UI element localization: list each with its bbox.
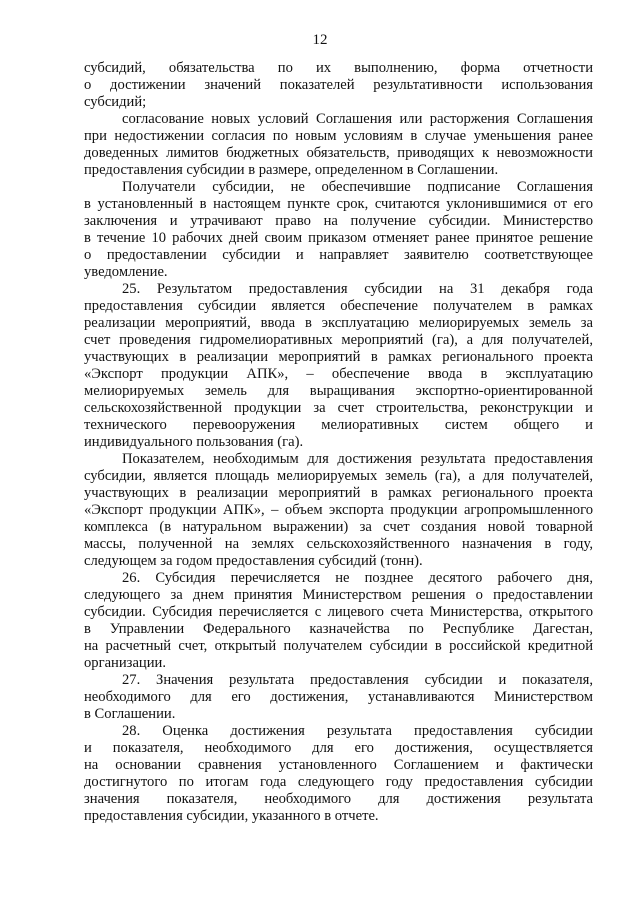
text-line: в Соглашении. xyxy=(84,706,176,722)
text-line: заключения и утрачивают право на получение субсидии. Министерство xyxy=(84,213,593,229)
text-line: согласование новых условий Соглашения или расторжения Соглашения xyxy=(122,111,593,127)
text-line: 27. Значения результата предоставления субсидии и показателя, xyxy=(122,672,593,688)
text-line: значения показателя, необходимого для достижения результата xyxy=(84,791,593,807)
text-line: мелиорируемых земель для выращивания экспортно-ориентированной xyxy=(84,383,593,399)
text-line: 26. Субсидия перечисляется не позднее десятого рабочего дня, xyxy=(122,570,593,586)
text-line: в течение 10 рабочих дней своим приказом отменяет ранее принятое решение xyxy=(84,230,593,246)
text-line: технического перевооружения мелиоративных систем общего и xyxy=(84,417,593,433)
text-line: Показателем, необходимым для достижения результата предоставления xyxy=(122,451,593,467)
text-line: о предоставлении субсидии и направляет заявителю соответствующее xyxy=(84,247,593,263)
text-line: предоставления субсидии является обеспечение получателем в рамках xyxy=(84,298,593,314)
text-line: на основании сравнения установленного Соглашением и фактически xyxy=(84,757,593,773)
text-line: счет проведения гидромелиоративных мероприятий (га), а для получателей, xyxy=(84,332,593,348)
text-line: в установленный в настоящем пункте срок, считаются уклонившимися от его xyxy=(84,196,593,212)
text-line: следующем за годом предоставления субсидий (тонн). xyxy=(84,553,423,569)
text-line: организации. xyxy=(84,655,166,671)
text-line: сельскохозяйственной продукции за счет строительства, реконструкции и xyxy=(84,400,593,416)
text-line: реализации мероприятий, ввода в эксплуатацию мелиорируемых земель за xyxy=(84,315,593,331)
text-line: субсидий, обязательства по их выполнению, форма отчетности xyxy=(84,60,593,76)
text-line: предоставления субсидии в размере, определенном в Соглашении. xyxy=(84,162,499,178)
text-line: на расчетный счет, открытый получателем субсидии в российской кредитной xyxy=(84,638,593,654)
text-line: о достижении значений показателей результативности использования xyxy=(84,77,593,93)
text-line: «Экспорт продукции АПК», – обеспечение ввода в эксплуатацию xyxy=(84,366,593,382)
text-line: доведенных лимитов бюджетных обязательств, приводящих к невозможности xyxy=(84,145,593,161)
text-line: следующего за днем принятия Министерством решения о предоставлении xyxy=(84,587,593,603)
text-line: предоставления субсидии, указанного в отчете. xyxy=(84,808,379,824)
text-line: комплекса (в натуральном выражении) за счет создания новой товарной xyxy=(84,519,593,535)
text-line: Получатели субсидии, не обеспечившие подписание Соглашения xyxy=(122,179,593,195)
text-line: в Управлении Федерального казначейства по Республике Дагестан, xyxy=(84,621,593,637)
text-line: необходимого для его достижения, устанавливаются Министерством xyxy=(84,689,593,705)
text-line: 25. Результатом предоставления субсидии на 31 декабря года xyxy=(122,281,593,297)
text-line: достигнутого по итогам года следующего году предоставления субсидии xyxy=(84,774,593,790)
text-line: уведомление. xyxy=(84,264,168,280)
text-line: субсидий; xyxy=(84,94,147,110)
text-line: участвующих в реализации мероприятий в рамках регионального проекта xyxy=(84,349,593,365)
text-line: индивидуального пользования (га). xyxy=(84,434,304,450)
document-body xyxy=(84,60,593,825)
text-line: при недостижении согласия по новым условиям в случае уменьшения ранее xyxy=(84,128,593,144)
text-line: и показателя, необходимого для его достижения, осуществляется xyxy=(84,740,593,756)
text-line: субсидии. Субсидия перечисляется с лицевого счета Министерства, открытого xyxy=(84,604,593,620)
text-line: участвующих в реализации мероприятий в рамках регионального проекта xyxy=(84,485,593,501)
page-number: 12 xyxy=(312,32,328,48)
text-line: 28. Оценка достижения результата предоставления субсидии xyxy=(122,723,593,739)
text-line: «Экспорт продукции АПК», – объем экспорта продукции агропромышленного xyxy=(84,502,593,518)
text-line: массы, полученной на землях сельскохозяйственного назначения в году, xyxy=(84,536,593,552)
text-line: субсидии, является площадь мелиорируемых земель (га), а для получателей, xyxy=(84,468,593,484)
